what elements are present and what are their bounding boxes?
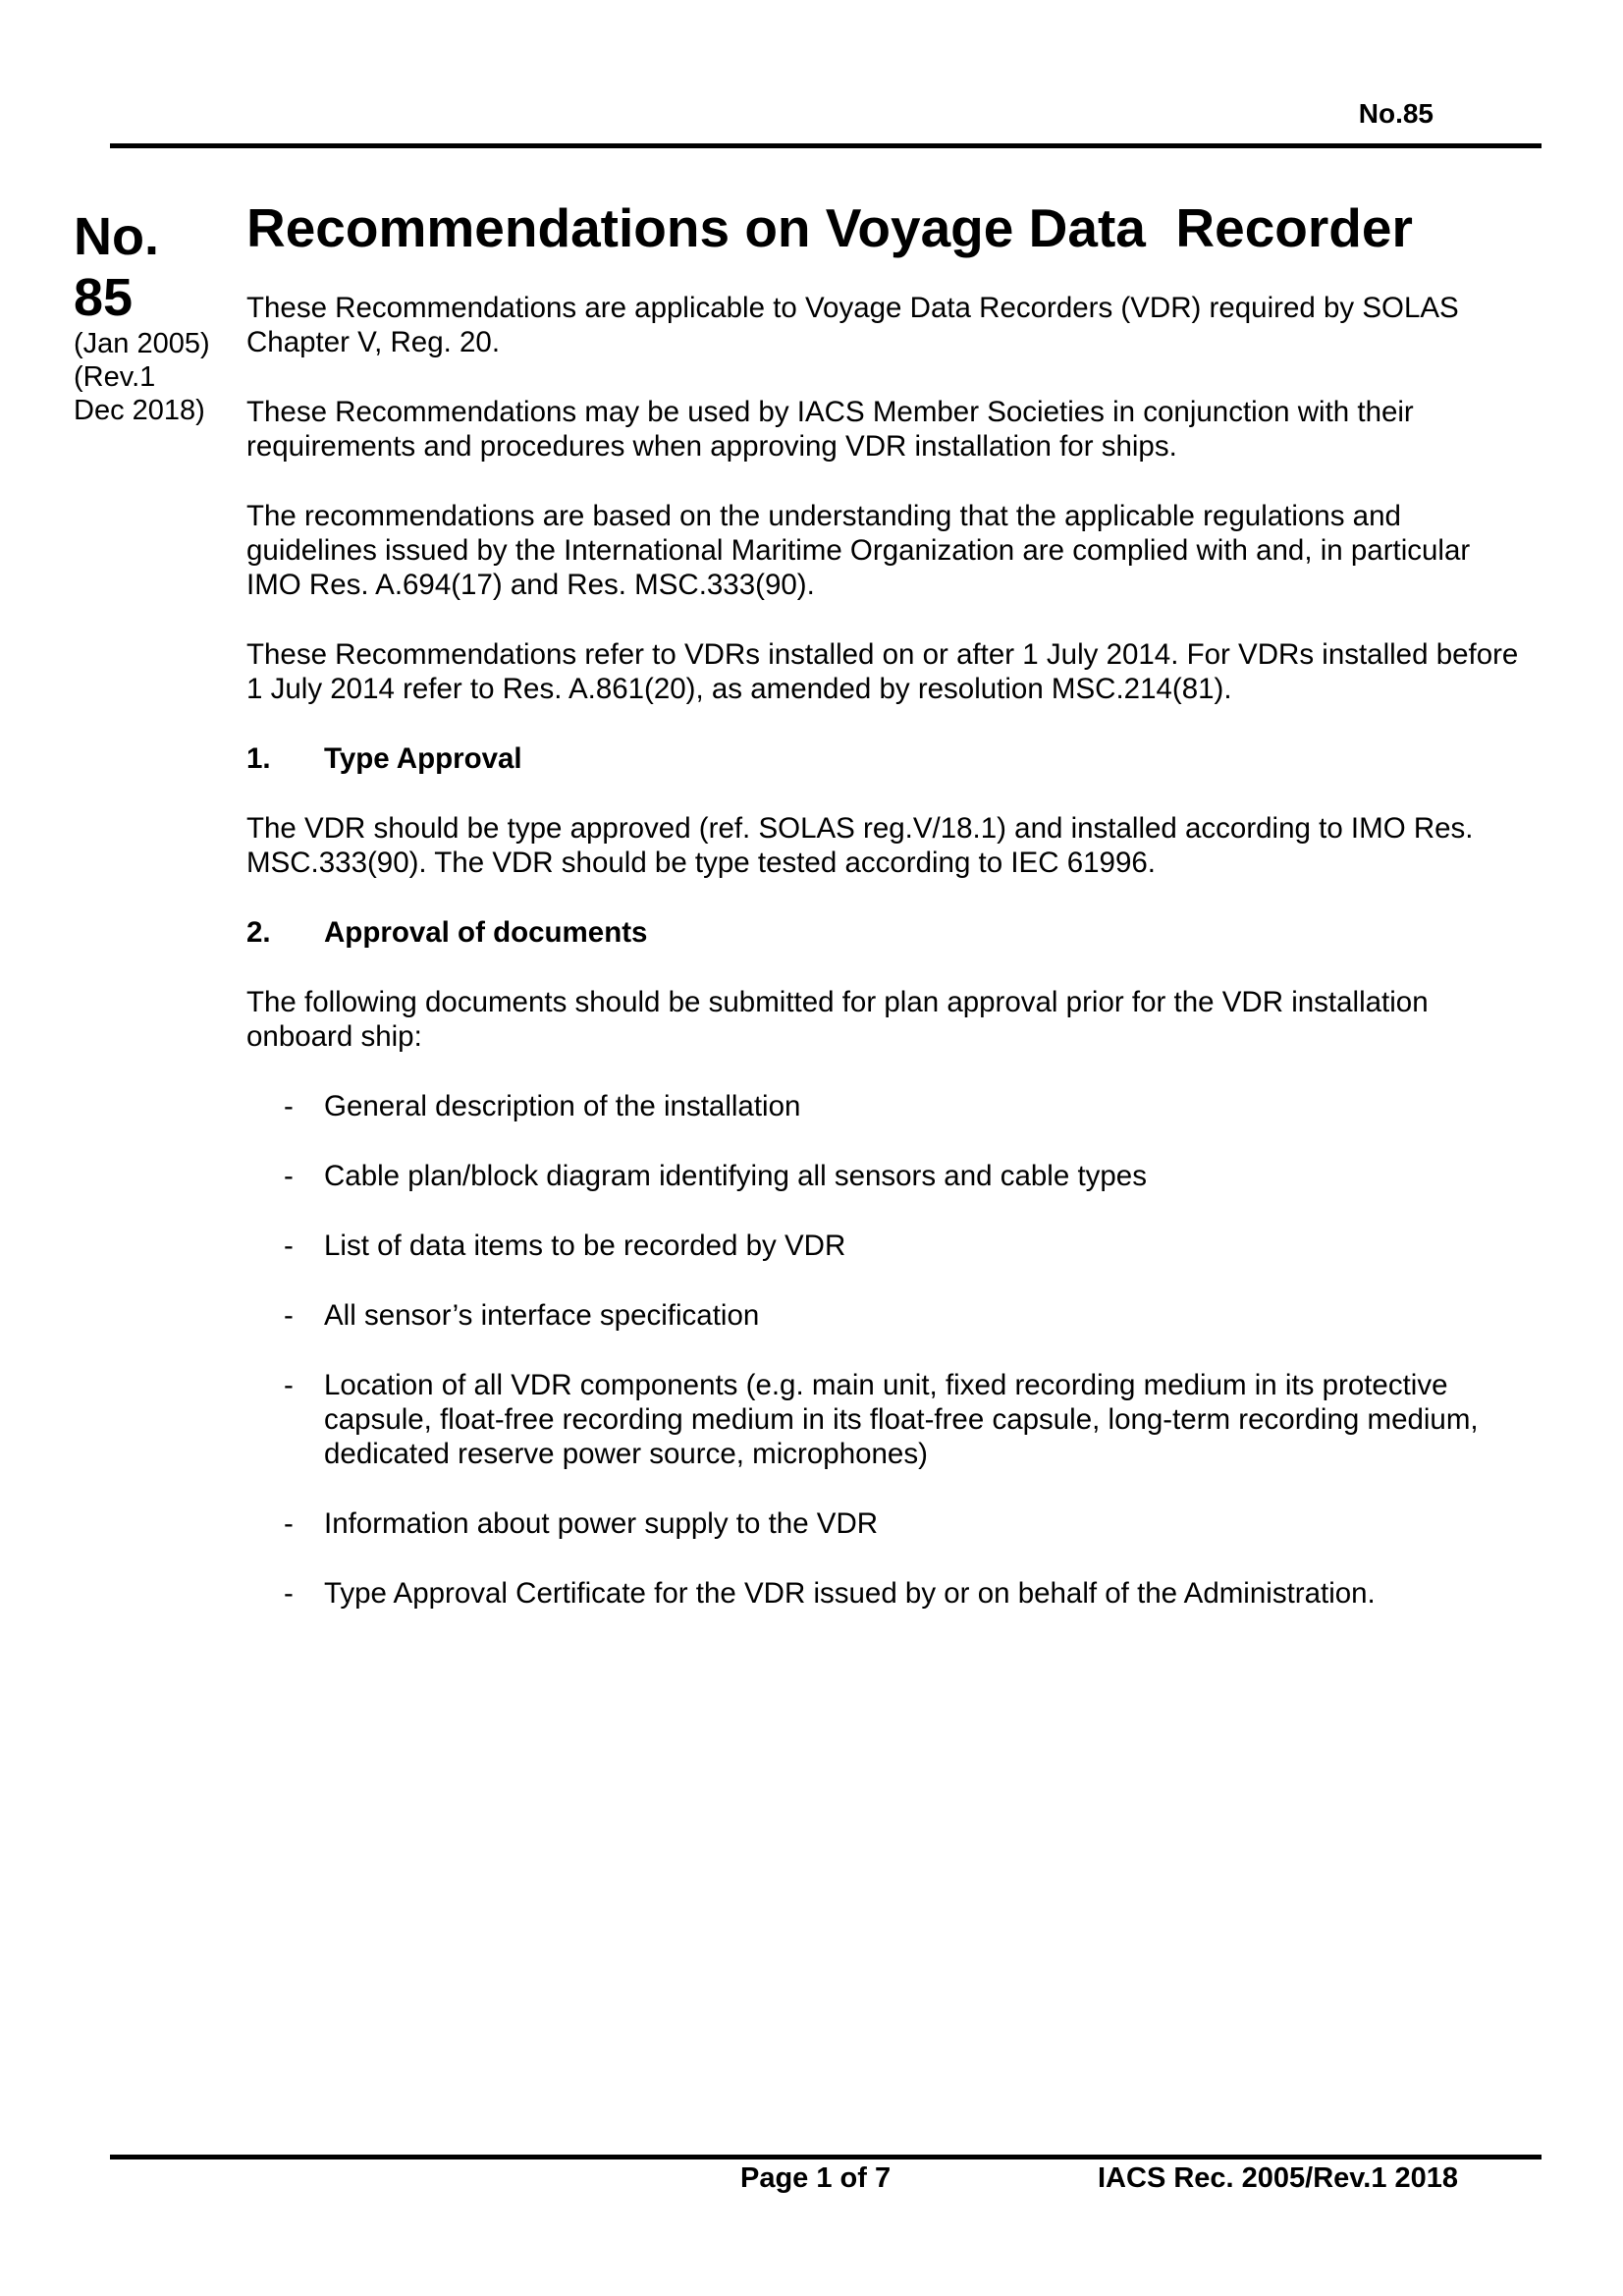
section-paragraph: The following documents should be submitted for plan approval prior for the VDR installation onboard ship:: [246, 986, 1429, 1053]
section-heading-approval-of-documents: [246, 915, 1523, 950]
side-identifier: [74, 206, 241, 428]
document-list: [246, 1089, 1523, 1611]
list-item: [246, 1576, 1523, 1611]
list-item-text: Cable plan/block diagram identifying all sensors and cable types: [324, 1160, 1147, 1192]
list-item: [246, 1159, 1523, 1193]
intro-paragraph: The recommendations are based on the understanding that the applicable regulations and guidelines issued by the International Maritime Organization are complied with and, in particular IMO Res. A.694(17) and Res. MSC.333(90).: [246, 500, 1471, 601]
list-marker: -: [284, 1160, 294, 1192]
list-item-text: List of data items to be recorded by VDR: [324, 1230, 846, 1262]
list-marker: -: [284, 1090, 294, 1122]
list-item: [246, 1229, 1523, 1263]
list-item: [246, 1368, 1523, 1471]
side-date-line: (Jan 2005): [74, 328, 210, 359]
page-title: Recommendations on Voyage Data Recorder: [246, 197, 1413, 258]
list-item: [246, 1298, 1523, 1333]
section-heading-type-approval: [246, 741, 1523, 776]
list-marker: -: [284, 1230, 294, 1262]
list-item-text: Information about power supply to the VDR: [324, 1507, 879, 1540]
main-content: [246, 196, 1523, 1646]
header-document-code: No.85: [1358, 98, 1434, 129]
list-marker: -: [284, 1299, 294, 1332]
section-paragraph: The VDR should be type approved (ref. SOLAS reg.V/18.1) and installed according to IMO Res. MSC.333(90). The VDR should be type tested according to IEC 61996.: [246, 812, 1474, 879]
side-date-line: (Rev.1: [74, 361, 156, 393]
footer-reference: IACS Rec. 2005/Rev.1 2018: [1098, 2162, 1459, 2194]
side-date-line: Dec 2018): [74, 395, 205, 426]
list-item-text: Location of all VDR components (e.g. main unit, fixed recording medium in its protective capsule, float-free recording medium in its float-free capsule, long-term recording medium, dedicated reserve power source, microphones): [324, 1369, 1479, 1470]
list-item-text: Type Approval Certificate for the VDR issued by or on behalf of the Administration.: [324, 1577, 1376, 1610]
header-rule: [110, 143, 1542, 148]
list-item-text: General description of the installation: [324, 1090, 801, 1122]
list-item: [246, 1506, 1523, 1541]
intro-paragraph: These Recommendations are applicable to Voyage Data Recorders (VDR) required by SOLAS Chapter V, Reg. 20.: [246, 292, 1459, 358]
list-item-text: All sensor’s interface specification: [324, 1299, 760, 1332]
footer-page-number: Page 1 of 7: [740, 2162, 892, 2194]
section-number: 2.: [246, 916, 271, 949]
list-marker: -: [284, 1369, 294, 1401]
side-number-label: No.: [74, 207, 159, 266]
side-number-value: 85: [74, 268, 134, 327]
list-item: [246, 1089, 1523, 1123]
list-marker: -: [284, 1507, 294, 1540]
section-title: Type Approval: [324, 742, 522, 775]
footer-rule: [110, 2155, 1542, 2159]
intro-paragraph: These Recommendations refer to VDRs installed on or after 1 July 2014. For VDRs installed before 1 July 2014 refer to Res. A.861(20), as amended by resolution MSC.214(81).: [246, 638, 1519, 705]
section-title: Approval of documents: [324, 916, 648, 949]
section-number: 1.: [246, 742, 271, 775]
list-marker: -: [284, 1577, 294, 1610]
intro-paragraph: These Recommendations may be used by IACS Member Societies in conjunction with their requirements and procedures when approving VDR installation for ships.: [246, 396, 1414, 463]
